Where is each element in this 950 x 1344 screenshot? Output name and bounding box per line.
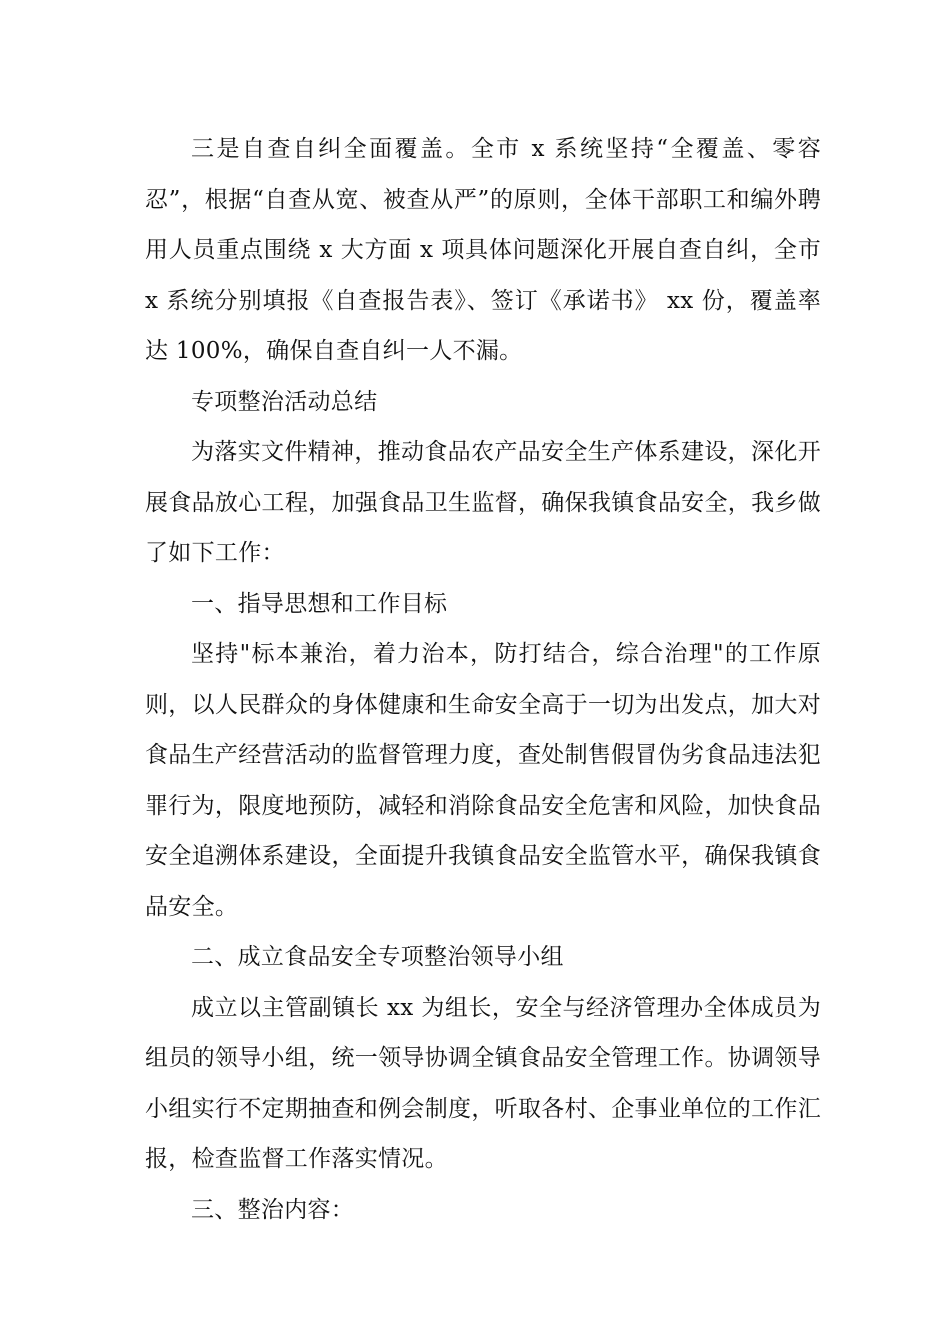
- paragraph-leading-group: 成立以主管副镇长 xx 为组长，安全与经济管理办全体成员为组员的领导小组，统一领导协调全镇食品安全管理工作。协调领导小组实行不定期抽查和例会制度，听取各村、企事业单位的工作汇报，检查监督工作落实情况。: [145, 994, 821, 1172]
- heading-rectification-content: 三、整治内容：: [191, 1196, 355, 1223]
- paragraph-self-inspection: 三是自查自纠全面覆盖。全市 x 系统坚持“全覆盖、零容忍”，根据“自查从宽、被查从严”的原则，全体干部职工和编外聘用人员重点围绕 x 大方面 x 项具体问题深化开展自查自纠，全市 x 系统分别填报《自查报告表》、签订《承诺书》 xx 份，覆盖率达 100%，确保自查自纠一人不漏。: [145, 136, 821, 364]
- heading-guiding-ideology: 一、指导思想和工作目标: [191, 590, 448, 617]
- paragraph-guiding-ideology: 坚持"标本兼治，着力治本，防打结合，综合治理"的工作原则，以人民群众的身体健康和生命安全高于一切为出发点，加大对食品生产经营活动的监督管理力度，查处制售假冒伪劣食品违法犯罪行为，限度地预防，减轻和消除食品安全危害和风险，加快食品安全追溯体系建设，全面提升我镇食品安全监管水平，确保我镇食品安全。: [145, 641, 821, 920]
- section-title-summary: 专项整治活动总结: [191, 388, 378, 415]
- heading-leading-group: 二、成立食品安全专项整治领导小组: [191, 944, 564, 970]
- document-body: [145, 124, 821, 1235]
- paragraph-intro: 为落实文件精神，推动食品农产品安全生产体系建设，深化开展食品放心工程，加强食品卫生监督，确保我镇食品安全，我乡做了如下工作：: [145, 439, 821, 566]
